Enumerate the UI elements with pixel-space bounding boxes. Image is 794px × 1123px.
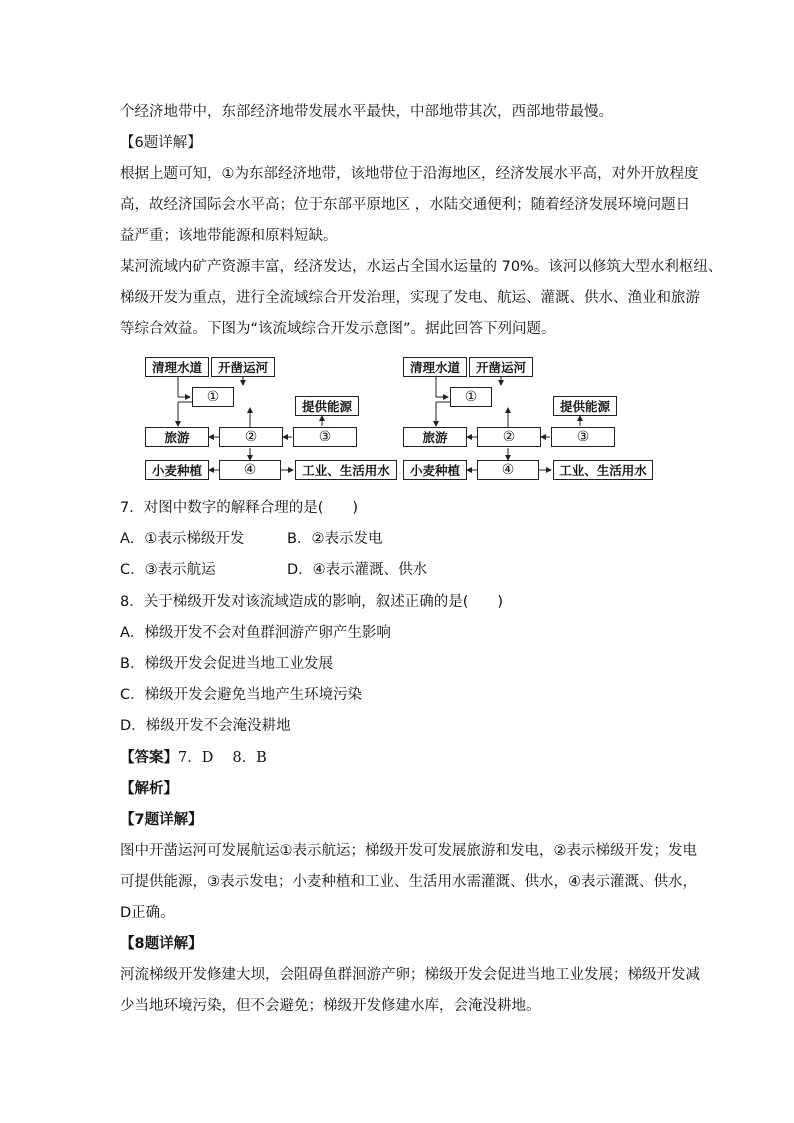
box-number-3: ③: [293, 427, 357, 447]
box-clear-waterway: 清理水道: [403, 357, 467, 377]
box-number-1: ①: [192, 387, 234, 407]
box-clear-waterway: 清理水道: [145, 357, 209, 377]
answer-label: 【答案】: [120, 750, 178, 766]
option-8c: C．梯级开发会避免当地产生环境污染: [120, 687, 363, 703]
box-number-4: ④: [477, 460, 539, 480]
box-wheat-planting: 小麦种植: [145, 460, 209, 480]
option-7c: C．③表示航运: [120, 562, 216, 578]
box-number-2: ②: [477, 427, 541, 447]
question-7: 7．对图中数字的解释合理的是( ): [120, 500, 359, 516]
box-dig-canal: 开凿运河: [211, 357, 275, 377]
text-line: 某河流域内矿产资源丰富，经济发达，水运占全国水运量的 70%。该河以修筑大型水利枢纽、: [120, 259, 723, 275]
text-line: 可提供能源，③表示发电；小麦种植和工业、生活用水需灌溉、供水，④表示灌溉、供水，: [120, 874, 697, 890]
answer-value: 7．D 8．B: [178, 750, 267, 766]
box-wheat-planting: 小麦种植: [403, 460, 467, 480]
text-line: 益严重；该地带能源和原料短缺。: [120, 228, 338, 244]
text-line: 少当地环境污染，但不会避免；梯级开发修建水库，会淹没耕地。: [120, 998, 541, 1014]
box-number-2: ②: [219, 427, 283, 447]
box-industry-water: 工业、生活用水: [553, 460, 653, 480]
box-industry-water: 工业、生活用水: [295, 460, 397, 480]
option-8b: B．梯级开发会促进当地工业发展: [120, 656, 333, 672]
box-provide-energy: 提供能源: [553, 396, 617, 416]
box-tourism: 旅游: [145, 427, 209, 447]
text-line: 高，故经济国际会水平高；位于东部平原地区 ，水陆交通便利；随着经济发展环境问题日: [120, 197, 691, 213]
flow-diagram-right: [403, 352, 655, 488]
question-8: 8．关于梯级开发对该流域造成的影响，叙述正确的是( ): [120, 594, 504, 610]
analysis-heading: 【解析】: [120, 781, 178, 797]
detail-8-heading: 【8题详解】: [120, 936, 203, 952]
box-dig-canal: 开凿运河: [469, 357, 533, 377]
text-line: 图中开凿运河可发展航运①表示航运；梯级开发可发展旅游和发电，②表示梯级开发；发电: [120, 843, 697, 859]
section-heading: 【6题详解】: [120, 135, 202, 151]
flow-diagram-left: [145, 352, 397, 488]
option-8a: A．梯级开发不会对鱼群洄游产卵产生影响: [120, 625, 391, 641]
box-number-3: ③: [551, 427, 615, 447]
detail-7-heading: 【7题详解】: [120, 812, 203, 828]
option-7a: A．①表示梯级开发: [120, 531, 245, 547]
box-tourism: 旅游: [403, 427, 467, 447]
text-line: 梯级开发为重点，进行全流域综合开发治理，实现了发电、航运、灌溉、供水、渔业和旅游: [120, 290, 700, 306]
box-provide-energy: 提供能源: [295, 396, 359, 416]
text-line: 根据上题可知，①为东部经济地带，该地带位于沿海地区，经济发展水平高，对外开放程度: [120, 166, 699, 182]
text-line: 个经济地带中，东部经济地带发展水平最快，中部地带其次，西部地带最慢。: [120, 104, 613, 120]
box-number-1: ①: [450, 387, 492, 407]
option-7b: B．②表示发电: [287, 531, 383, 547]
text-line: 等综合效益。下图为“该流域综合开发示意图”。据此回答下列问题。: [120, 321, 556, 337]
box-number-4: ④: [219, 460, 281, 480]
option-8d: D．梯级开发不会淹没耕地: [120, 718, 291, 734]
text-line: 河流梯级开发修建大坝，会阻碍鱼群洄游产卵；梯级开发会促进当地工业发展；梯级开发减: [120, 967, 700, 983]
text-line: D正确。: [120, 905, 175, 921]
option-7d: D．④表示灌溉、供水: [287, 562, 428, 578]
